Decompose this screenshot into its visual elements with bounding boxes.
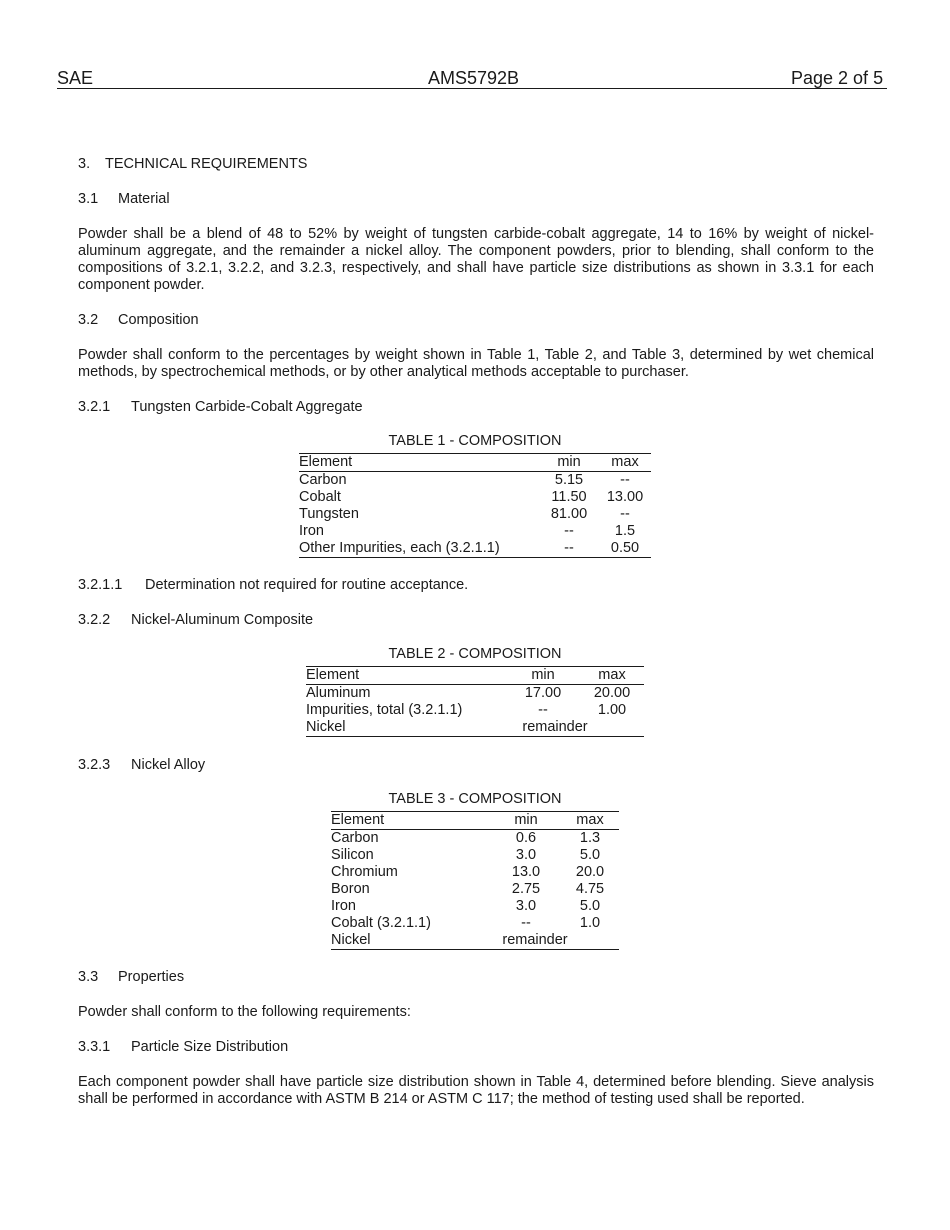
table-row (331, 864, 619, 881)
header-center: AMS5792B (428, 68, 520, 88)
element-cell: Aluminum (306, 685, 371, 701)
section-3-3-1-heading (78, 1039, 288, 1056)
header-left: SAE (57, 68, 94, 88)
column-header-min: min (491, 812, 561, 830)
max-cell: 13.00 (606, 489, 644, 505)
table-row (331, 932, 619, 950)
remainder-cell: remainder (522, 719, 588, 735)
column-header-min: min (539, 454, 599, 472)
table-row (299, 472, 651, 490)
header-right: Page 2 of 5 (791, 68, 884, 88)
min-cell: 13.0 (511, 864, 541, 880)
min-cell: -- (521, 915, 531, 931)
table-row (331, 881, 619, 898)
section-title: TECHNICAL REQUIREMENTS (105, 156, 308, 172)
section-title: Particle Size Distribution (131, 1039, 289, 1055)
max-cell: 4.75 (575, 881, 605, 897)
table-1 (299, 453, 651, 558)
section-number: 3.3 (78, 969, 99, 985)
section-number: 3.2.2 (78, 612, 111, 628)
max-cell: 20.0 (575, 864, 605, 880)
column-header-element: Element (306, 667, 506, 685)
column-header-element: Element (299, 454, 539, 472)
element-cell: Nickel (331, 932, 371, 948)
max-cell: 5.0 (579, 898, 601, 914)
section-number: 3.2.1.1 (78, 577, 123, 593)
section-3-heading (78, 156, 307, 173)
min-cell: 81.00 (550, 506, 588, 522)
column-header-element: Element (331, 812, 491, 830)
element-cell: Tungsten (299, 506, 359, 522)
column-header-max: max (561, 812, 619, 830)
section-title: Nickel-Aluminum Composite (131, 612, 314, 628)
header-rule (57, 88, 887, 89)
remainder-cell: remainder (502, 932, 568, 948)
section-3-2-1-heading (78, 399, 363, 416)
table-row (331, 898, 619, 915)
section-3-3-1-text: Each component powder shall have particle size distribution shown in Table 4, determined before blending. Sieve analysis shall be performed in accordance with ASTM B 214 or ASTM C 117; the method of testing used shall be reported. (78, 1074, 874, 1107)
column-header-min: min (506, 667, 580, 685)
element-cell: Cobalt (299, 489, 341, 505)
section-number: 3.3.1 (78, 1039, 111, 1055)
max-cell: 0.50 (610, 540, 640, 556)
table-row (306, 702, 644, 719)
table-1-title: TABLE 1 - COMPOSITION (388, 433, 562, 449)
section-title: Material (118, 191, 170, 207)
min-cell: 17.00 (524, 685, 562, 701)
table-3-title: TABLE 3 - COMPOSITION (388, 791, 562, 807)
max-cell: 1.5 (614, 523, 636, 539)
table-header-row (306, 667, 644, 685)
section-title: Properties (118, 969, 185, 985)
table-row (299, 523, 651, 540)
section-title: Determination not required for routine acceptance. (145, 577, 469, 593)
min-cell: 0.6 (515, 830, 537, 846)
max-cell: -- (620, 472, 630, 488)
table-row (331, 830, 619, 848)
section-number: 3.1 (78, 191, 99, 207)
table-row (331, 847, 619, 864)
min-cell: -- (564, 523, 574, 539)
element-cell: Boron (331, 881, 370, 897)
table-row (299, 489, 651, 506)
section-3-2-text: Powder shall conform to the percentages by weight shown in Table 1, Table 2, and Table 3, determined by wet chemical methods, by spectrochemical methods, or by other analytical methods acceptable to purchaser. (78, 347, 874, 380)
element-cell: Nickel (306, 719, 346, 735)
min-cell: -- (564, 540, 574, 556)
section-3-2-3-heading (78, 757, 205, 774)
table-header-row (331, 812, 619, 830)
section-title: Composition (118, 312, 199, 328)
element-cell: Silicon (331, 847, 374, 863)
max-cell: 5.0 (579, 847, 601, 863)
section-3-2-1-1-heading (78, 577, 468, 594)
section-title: Tungsten Carbide-Cobalt Aggregate (131, 399, 363, 415)
section-3-3-text: Powder shall conform to the following requirements: (78, 1004, 411, 1020)
table-2 (306, 666, 644, 737)
element-cell: Iron (331, 898, 356, 914)
table-2-title: TABLE 2 - COMPOSITION (388, 646, 562, 662)
section-number: 3.2 (78, 312, 99, 328)
min-cell: -- (538, 702, 548, 718)
section-title: Nickel Alloy (131, 757, 206, 773)
max-cell: 20.00 (593, 685, 631, 701)
min-cell: 2.75 (511, 881, 541, 897)
section-number: 3.2.1 (78, 399, 111, 415)
table-3 (331, 811, 619, 950)
min-cell: 5.15 (554, 472, 584, 488)
element-cell: Carbon (331, 830, 379, 846)
element-cell: Other Impurities, each (3.2.1.1) (299, 540, 500, 556)
column-header-max: max (580, 667, 644, 685)
table-header-row (299, 454, 651, 472)
element-cell: Impurities, total (3.2.1.1) (306, 702, 463, 718)
max-cell: 1.3 (579, 830, 601, 846)
section-3-1-text: Powder shall be a blend of 48 to 52% by weight of tungsten carbide-cobalt aggregate, 14 to 16% by weight of nickel-aluminum aggregate, and the remainder a nickel alloy. The component powders, prior to blending, shall conform to the compositions of 3.2.1, 3.2.2, and 3.2.3, respectively, and shall have particle size distributions as shown in 3.3.1 for each component powder. (78, 226, 874, 293)
table-row (299, 540, 651, 558)
table-row (331, 915, 619, 932)
section-3-2-heading (78, 312, 199, 329)
element-cell: Iron (299, 523, 324, 539)
section-3-3-heading (78, 969, 184, 986)
element-cell: Cobalt (3.2.1.1) (331, 915, 431, 931)
element-cell: Carbon (299, 472, 347, 488)
element-cell: Chromium (331, 864, 398, 880)
section-3-1-heading (78, 191, 170, 208)
table-row (306, 685, 644, 703)
min-cell: 11.50 (551, 489, 587, 505)
max-cell: 1.0 (579, 915, 601, 931)
max-cell: 1.00 (597, 702, 627, 718)
section-number: 3.2.3 (78, 757, 111, 773)
table-row (299, 506, 651, 523)
max-cell: -- (620, 506, 630, 522)
section-number: 3. (78, 156, 91, 172)
column-header-max: max (599, 454, 651, 472)
min-cell: 3.0 (515, 847, 537, 863)
table-row (306, 719, 644, 737)
min-cell: 3.0 (515, 898, 537, 914)
section-3-2-2-heading (78, 612, 313, 629)
